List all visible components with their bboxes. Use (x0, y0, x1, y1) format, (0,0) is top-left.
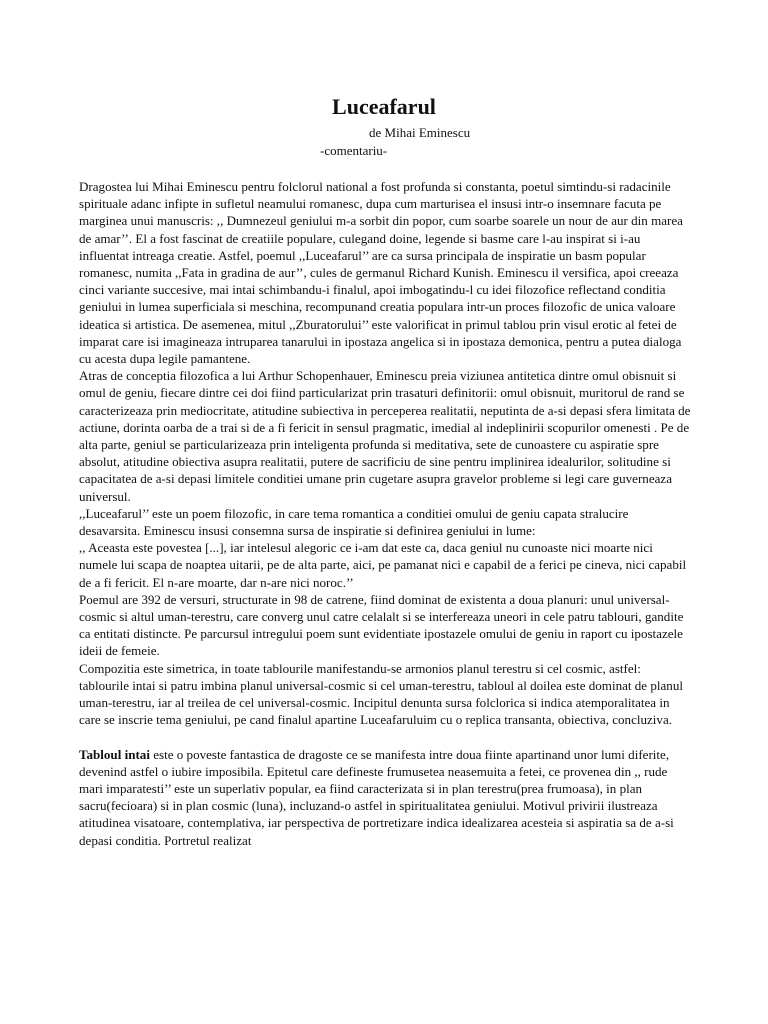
paragraph-schopenhauer: Atras de conceptia filozofica a lui Arthur Schopenhauer, Eminescu preia viziunea antitetica dintre omul obisnuit si omul de geniu, fiecare dintre cei doi fiind particularizat prin trasaturi definitorii: omul obisnuit, muritorul de rand se caracterizeaza prin mediocritate, atitudine subiectiva in perceperea realitatii, neputinta de a-si depasi sfera limitata de actiune, dorinta oarba de a trai si de a fi fericit in sensul pragmatic, imedial al indeplinirii scopurilor omenesti . Pe de alta parte, geniul se particularizeaza prin inteligenta profunda si meditativa, sete de cunoastere cu aspiratie spre absolut, atitudine obiectiva asupra realitatii, putere de sacrificiu de sine pentru implinirea idealurilor, solitudine si capacitatea de a-si depasi limitele conditiei umane prin cugetare asupra gravelor probleme si legi care guverneaza universul. (79, 368, 691, 504)
tablou-text: este o poveste fantastica de dragoste ce se manifesta intre doua fiinte apartinand unor lumi diferite, devenind astfel o iubire imposibila. Epitetul care defineste frumusetea neasemuita a fetei, ce provenea din ,, rude mari imparatesti’’ este un superlativ popular, ea fiind caracterizata si in plan terestru(prea frumoasa), in plan sacru(fecioara) si in plan cosmic (luna), incluzand-o astfel in spiritualitatea geniului. Motivul privirii ilustreaza atitudinea visatoare, contemplativa, iar perspectiva de portretizare indica idealizarea acesteia si aspiratia sa de a-si depasi conditia. Portretul realizat (79, 746, 674, 848)
subtitle-commentary: -comentariu- (320, 143, 388, 158)
paragraph-composition: Compozitia este simetrica, in toate tablourile manifestandu-se armonios planul terestru si cel cosmic, astfel: tablourile intai si patru imbina planul universal-cosmic si cel uman-terestru, tabloul al doilea este dominat de planul uman-terestru, iar al treilea de cel universal-cosmic. Incipitul denunta sursa folclorica si indica atemporalitatea in care se inscrie tema geniului, pe cand finalul apartine Luceafaruluim cu o replica transanta, obiectiva, concluziva. (79, 660, 683, 728)
paragraph-tablou-intai (79, 746, 691, 849)
paragraph-structure: Poemul are 392 de versuri, structurate in 98 de catrene, fiind dominat de existenta a doua planuri: unul universal-cosmic si altul uman-terestru, care converg unul catre celalalt si se interfereaza uneori in cele patru tablouri, gandite ca entitati distincte. Pe parcursul intregului poem sunt evidentiate ipostazele omului de geniu in raport cu ipostazele ideii de femeie. (79, 591, 684, 659)
author-line: de Mihai Eminescu (369, 125, 471, 140)
page-title: Luceafarul (332, 94, 436, 119)
paragraph-poem-filozofic: ,,Luceafarul’’ este un poem filozofic, in care tema romantica a conditiei omului de geniu capata stralucire desavarsita. Eminescu insusi consemna sursa de inspiratie si definirea geniului in lume: (79, 505, 629, 539)
tablou-heading: Tabloul intai (79, 746, 150, 762)
document-body (79, 178, 691, 849)
paragraph-quote: ,, Aceasta este povestea [...], iar intelesul alegoric ce i-am dat este ca, daca geniul nu cunoaste nici moarte nici numele lui scapa de noaptea uitarii, pe de alta parte, aici, pe pamanat nici e capabil de a ferici pe cineva, nici capabil de a fi fericit. El n-are moarte, dar n-are nici noroc.’’ (79, 540, 687, 590)
paragraph-intro: Dragostea lui Mihai Eminescu pentru folclorul national a fost profunda si constanta, poetul simtindu-si radacinile spirituale adanc infipte in sufletul neamului romanesc, dupa cum marturisea el insusi intr-o insemnare facuta pe marginea unui manuscris: ,, Dumnezeul geniului m-a sorbit din popor, cum soarbe soarele un nour de aur din marea de amar’’. El a fost fascinat de creatiile populare, culegand doine, legende si basme care l-au inspirat si i-au influentat intreaga creatie. Astfel, poemul ,,Luceafarul’’ are ca sursa principala de inspiratie un basm popular romanesc, numita ,,Fata in gradina de aur’’, cules de germanul Richard Kunish. Eminescu il versifica, apoi creeaza cinci variante succesive, mai intai schimbandu-i finalul, apoi imbogatindu-l cu idei filozofice reflectand conditia geniului in lumea superficiala si meschina, recompunand creatia populara intr-un proces filozofic de unica valoare ideatica si artistica. De asemenea, mitul ,,Zburatorului’’ este valorificat in primul tablou prin visul erotic al fetei de imparat care isi imagineaza intruparea tanarului in ipostaza angelica si in ipostaza demonica, pentru a putea dialoga cu acesta dupa legile pamantene. (79, 179, 683, 367)
